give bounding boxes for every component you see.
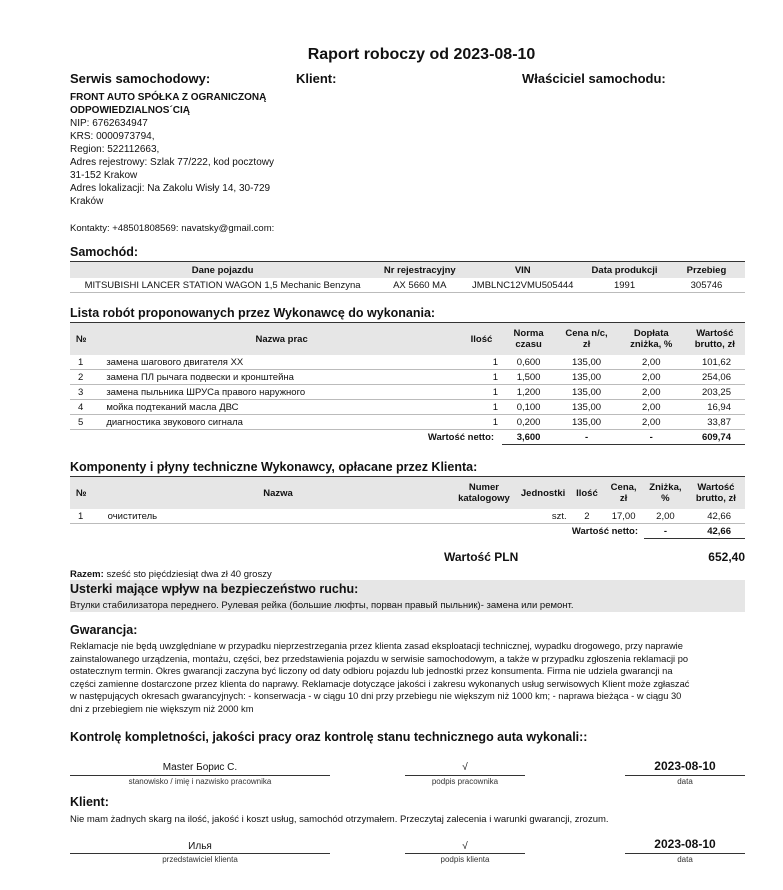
parts-cell-discount: 2,00 (644, 509, 687, 524)
works-col-qty: Ilość (470, 333, 493, 345)
control-date-caption: data (677, 777, 693, 786)
car-table (70, 262, 745, 293)
parts-cell-price: 17,00 (603, 509, 644, 524)
client-date-line (625, 853, 745, 854)
works-cell-surcharge: 2,00 (618, 415, 685, 430)
car-vin: JMBLNC12VMU505444 (464, 278, 581, 293)
works-cell-surcharge: 2,00 (618, 400, 685, 415)
works-cell-name: замена пыльника ШРУСа правого наружного (102, 385, 461, 400)
works-cell-price: 135,00 (555, 415, 618, 430)
client-signature-line (405, 853, 525, 854)
control-date: 2023-08-10 (654, 759, 716, 773)
parts-table (70, 477, 745, 539)
warranty-line: w następujących okresach gwarancyjnych: - konserwacja - w ciągu 10 dni przy przebiegu nie większym niż 1000 km; - naprawa bieżąca - w ciągu 30 (70, 691, 682, 702)
works-cell-price: 135,00 (555, 355, 618, 370)
works-cell-surcharge: 2,00 (618, 385, 685, 400)
warranty-section-title: Gwarancja: (70, 623, 138, 637)
car-section-title: Samochód: (70, 245, 139, 259)
car-row (70, 278, 745, 293)
parts-cell-gross: 42,66 (687, 509, 745, 524)
service-contacts: Kontakty: +48501808569: navatsky@gmail.com: (70, 223, 275, 234)
car-reg: AX 5660 MA (375, 278, 464, 293)
works-cell-price: 135,00 (555, 400, 618, 415)
parts-col-name: Nazwa (263, 487, 293, 499)
parts-cell-name: очиститель (104, 509, 453, 524)
client-heading: Klient: (296, 71, 337, 86)
works-cell-no: 1 (70, 355, 102, 370)
works-row (70, 370, 745, 385)
client-date-caption: data (677, 855, 693, 864)
control-signature-line (405, 775, 525, 776)
works-cell-norm: 0,200 (502, 415, 555, 430)
works-cell-name: замена ПЛ рычага подвески и кронштейна (102, 370, 461, 385)
parts-col-discount: Zniżka, % (649, 482, 682, 504)
parts-col-catalog: Numer katalogowy (458, 482, 510, 504)
works-cell-price: 135,00 (555, 370, 618, 385)
defects-section-title: Usterki mające wpływ na bezpieczeństwo ruchu: (70, 582, 359, 596)
works-cell-gross: 254,06 (685, 370, 745, 385)
control-worker-caption: stanowisko / imię i nazwisko pracownika (128, 777, 272, 786)
works-col-gross: Wartość brutto, zł (694, 328, 735, 350)
parts-section-title: Komponenty i płyny techniczne Wykonawcy, opłacane przez Klienta: (70, 460, 478, 474)
works-cell-qty: 1 (461, 400, 502, 415)
works-cell-no: 5 (70, 415, 102, 430)
parts-col-qty: Ilość (576, 487, 598, 499)
parts-col-price: Cena, zł (610, 482, 637, 504)
works-total-norm: 3,600 (502, 430, 555, 445)
control-date-line (625, 775, 745, 776)
works-cell-name: диагностика звукового сигнала (102, 415, 461, 430)
service-name-line1: FRONT AUTO SPÓŁKA Z OGRANICZONĄ (70, 92, 267, 103)
service-region: Region: 522112663, (70, 144, 160, 155)
warranty-line: części zamienne dostarczone przez klienta do naprawy. Reklamacje dotyczące jakości i zakresu wykonanych usług serwisowych Klient może zgłaszać (70, 678, 690, 689)
car-col-vin: VIN (514, 264, 531, 276)
works-cell-gross: 16,94 (685, 400, 745, 415)
works-cell-norm: 0,600 (502, 355, 555, 370)
works-cell-qty: 1 (461, 370, 502, 385)
client-signature-caption: podpis klienta (440, 855, 490, 864)
pln-value: 652,40 (708, 550, 745, 564)
service-address-loc-2: Kraków (70, 196, 104, 207)
works-cell-name: мойка подтеканий масла ДВС (102, 400, 461, 415)
parts-cell-unit: szt. (516, 509, 571, 524)
works-cell-qty: 1 (461, 355, 502, 370)
works-cell-no: 3 (70, 385, 102, 400)
client-name-line (70, 853, 330, 854)
client-signature: √ (462, 841, 468, 852)
control-signature-caption: podpis pracownika (431, 777, 499, 786)
works-col-price: Cena n/c, zł (565, 328, 608, 350)
car-prod: 1991 (581, 278, 668, 293)
defects-text: Втулки стабилизатора переднего. Рулевая рейка (большие люфты, порван правый пыльник)- замена или ремонт. (70, 600, 574, 611)
parts-total-discount: - (644, 524, 687, 539)
works-cell-name: замена шагового двигателя ХХ (102, 355, 461, 370)
parts-total-label: Wartość netto: (571, 525, 638, 537)
report-title: Raport roboczy od 2023-08-10 (307, 46, 536, 63)
parts-col-unit: Jednostki (520, 487, 566, 499)
works-cell-gross: 203,25 (685, 385, 745, 400)
service-address-reg-1: Adres rejestrowy: Szlak 77/222, kod pocztowy (70, 157, 274, 168)
works-total-label: Wartość netto: (427, 431, 495, 443)
works-row (70, 385, 745, 400)
warranty-line: zainstalowanego urządzenia, montażu, części, bez przedstawienia pojazdu w serwisie samochodowym, a także w przypadku zgłoszenia reklamacji po (70, 653, 689, 664)
works-col-name: Nazwa prac (255, 333, 308, 345)
control-worker: Master Борис С. (162, 762, 238, 773)
works-table (70, 323, 745, 445)
service-heading: Serwis samochodowy: (70, 71, 211, 86)
owner-heading: Właściciel samochodu: (522, 71, 666, 86)
parts-row (70, 509, 745, 524)
works-cell-surcharge: 2,00 (618, 355, 685, 370)
parts-cell-no: 1 (70, 509, 104, 524)
car-col-prod: Data produkcji (591, 264, 658, 276)
works-cell-norm: 1,500 (502, 370, 555, 385)
works-total-surcharge: - (618, 430, 685, 445)
parts-cell-qty: 2 (571, 509, 604, 524)
works-cell-qty: 1 (461, 415, 502, 430)
works-col-norm: Norma czasu (513, 328, 544, 350)
service-address-loc-1: Adres lokalizacji: Na Zakolu Wisły 14, 30-729 (70, 183, 271, 194)
service-krs: KRS: 0000973794, (70, 131, 155, 142)
warranty-line: dni z przebiegiem nie większym niż 2000 km (70, 704, 254, 714)
client-date: 2023-08-10 (654, 837, 716, 851)
works-total-price: - (555, 430, 618, 445)
control-signature: √ (462, 762, 468, 773)
service-nip: NIP: 6762634947 (70, 118, 148, 129)
works-total-gross: 609,74 (685, 430, 745, 445)
parts-col-gross: Wartość brutto, zł (695, 482, 736, 504)
works-cell-surcharge: 2,00 (618, 370, 685, 385)
car-col-data: Dane pojazdu (191, 264, 254, 276)
warranty-line: Reklamacje nie będą uwzględniane w przypadku nieprzestrzegania przez klienta zasad eksploatacji technicznej, wypadku drogowego, przy naprawie (70, 641, 683, 651)
control-section-title: Kontrolę kompletności, jakości pracy oraz kontrolę stanu technicznego auta wykonali:: (70, 730, 588, 744)
works-cell-norm: 1,200 (502, 385, 555, 400)
client-statement: Nie mam żadnych skarg na ilość, jakość i koszt usług, samochód otrzymałem. Przeczytaj zalecenia i warunki gwarancji, zrozum. (70, 814, 609, 825)
client-name-caption: przedstawiciel klienta (162, 855, 238, 864)
works-cell-norm: 0,100 (502, 400, 555, 415)
works-cell-no: 4 (70, 400, 102, 415)
works-col-no: № (76, 333, 87, 345)
service-address-reg-2: 31-152 Krakow (70, 170, 138, 181)
works-row (70, 415, 745, 430)
car-data: MITSUBISHI LANCER STATION WAGON 1,5 Mechanic Benzyna (70, 278, 375, 293)
works-total-row (70, 430, 745, 445)
car-mileage: 305746 (668, 278, 745, 293)
works-cell-gross: 101,62 (685, 355, 745, 370)
works-col-surcharge: Dopłata zniżka, % (630, 328, 673, 350)
car-col-mileage: Przebieg (686, 264, 727, 276)
parts-total-row (70, 524, 745, 539)
warranty-line: ostatecznym termin. Okres gwarancji zaczyna być liczony od daty odbioru pojazdu lub jednostki przez konsumenta. Firma nie udziela gwarancji na (70, 666, 673, 677)
works-cell-price: 135,00 (555, 385, 618, 400)
client-section-title: Klient: (70, 795, 109, 809)
car-col-reg: Nr rejestracyjny (383, 264, 456, 276)
works-cell-no: 2 (70, 370, 102, 385)
parts-cell-catalog (452, 509, 515, 524)
parts-col-no: № (76, 487, 87, 499)
client-name: Илья (188, 841, 212, 852)
works-cell-gross: 33,87 (685, 415, 745, 430)
works-row (70, 400, 745, 415)
razem-line: Razem: sześć sto pięćdziesiąt dwa zł 40 groszy (70, 569, 272, 580)
works-section-title: Lista robót proponowanych przez Wykonawcę do wykonania: (70, 306, 436, 320)
works-row (70, 355, 745, 370)
works-cell-qty: 1 (461, 385, 502, 400)
pln-label: Wartość PLN (444, 550, 519, 564)
service-name-line2: ODPOWIEDZIALNOS´CIĄ (70, 105, 190, 116)
parts-total-gross: 42,66 (687, 524, 745, 539)
control-worker-line (70, 775, 330, 776)
